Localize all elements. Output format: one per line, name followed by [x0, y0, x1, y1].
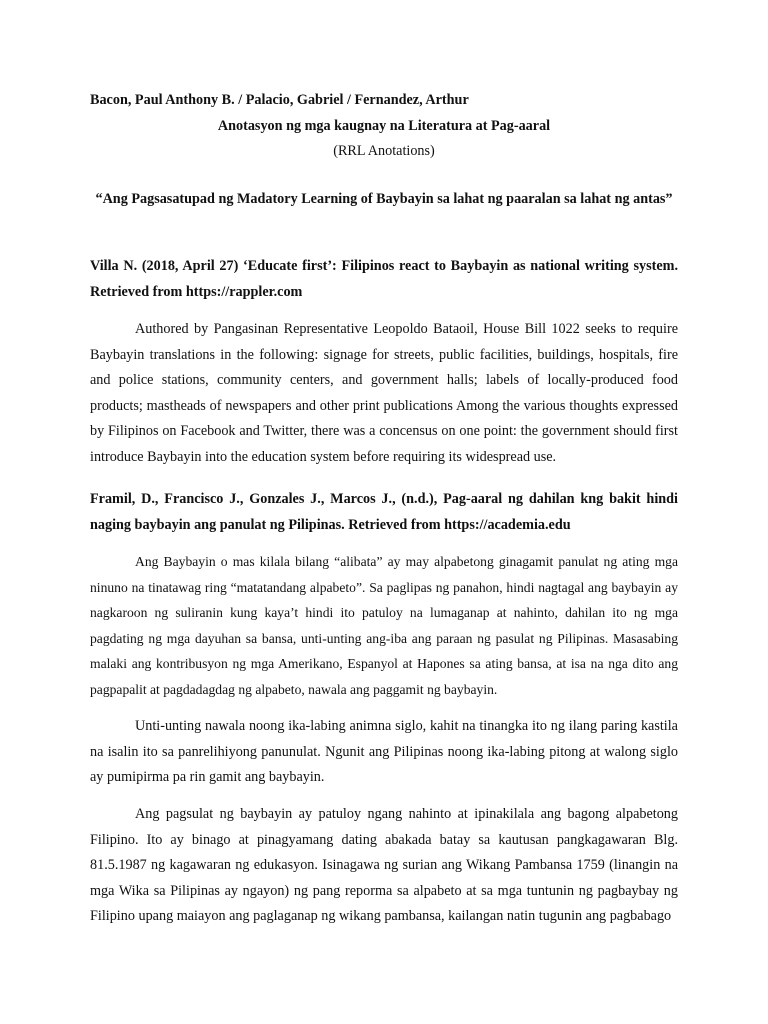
document-title: Anotasyon ng mga kaugnay na Literatura at Pag-aaral — [217, 118, 551, 134]
citation-framil: Framil, D., Francisco J., Gonzales J., Marcos J., (n.d.), Pag-aaral ng dahilan kng bakit hindi naging baybayin ang panulat ng Pilipinas. Retrieved from https://academia.edu — [90, 491, 678, 533]
annotation-framil-paragraph-3: Ang pagsulat ng baybayin ay patuloy ngang nahinto at ipinakilala ang bagong alpabetong Filipino. Ito ay binago at pinagyamang dating abakada batay sa kautusan pangkagawaran Blg. 81.5.1987 ng kagawaran ng edukasyon. Isinagawa ng surian ang Wikang Pambansa 1759 (linangin na mga Wika sa Pilipinas ay ngayon) ng pang reporma sa alpabeto at sa mga tuntunin ng pagbaybay ng Filipino upang maiayon ang paglaganap ng wikang pambansa, kailangan natin tugunin ang pagbabago — [90, 806, 678, 924]
annotation-villa-paragraph: Authored by Pangasinan Representative Leopoldo Bataoil, House Bill 1022 seeks to require Baybayin translations in the following: signage for streets, public facilities, buildings, hospitals, fire and police stations, community centers, and government halls; labels of locally-produced food products; mastheads of newspapers and other print publications Among the various thoughts expressed by Filipinos on Facebook and Twitter, there was a concensus on one point: the government should first introduce Baybayin into the education system before requiring its widespread use. — [90, 321, 678, 465]
annotation-framil-paragraph-1: Ang Baybayin o mas kilala bilang “alibata” ay may alpabetong ginagamit panulat ng ating mga ninuno na tinatawag ring “matatandang alpabeto”. Sa paglipas ng panahon, hindi nagtagal ang baybayin ay nagkaroon ng suliranin kung kaya’t hindi ito patuloy na lumaganap at nahinto, dahilan ito ng mga pagdating ng mga dayuhan sa bansa, unti-unting ang-iba ang paraan ng pasulat ng Pilipinas. Masasabing malaki ang kontribusyon ng mga Amerikano, Espanyol at Hapones sa ating bansa, at isa na nga dito ang pagpapalit at pagdadagdag ng alpabeto, nawala ang paggamit ng baybayin. — [90, 554, 678, 697]
annotation-framil-paragraph-2: Unti-unting nawala noong ika-labing animna siglo, kahit na tinangka ito ng ilang paring kastila na isalin ito sa panrelihiyong panunulat. Ngunit ang Pilipinas noong ika-labing pitong at walong siglo ay pumipirma pa rin gamit ang baybayin. — [90, 718, 678, 785]
citation-villa: Villa N. (2018, April 27) ‘Educate first’: Filipinos react to Baybayin as national writing system. Retrieved from https://rappler.com — [90, 258, 678, 300]
study-topic: “Ang Pagsasatupad ng Madatory Learning of Baybayin sa lahat ng paaralan sa lahat ng antas” — [95, 191, 673, 207]
document-subtitle: (RRL Anotations) — [333, 143, 435, 159]
authors-line: Bacon, Paul Anthony B. / Palacio, Gabriel / Fernandez, Arthur — [90, 92, 469, 108]
